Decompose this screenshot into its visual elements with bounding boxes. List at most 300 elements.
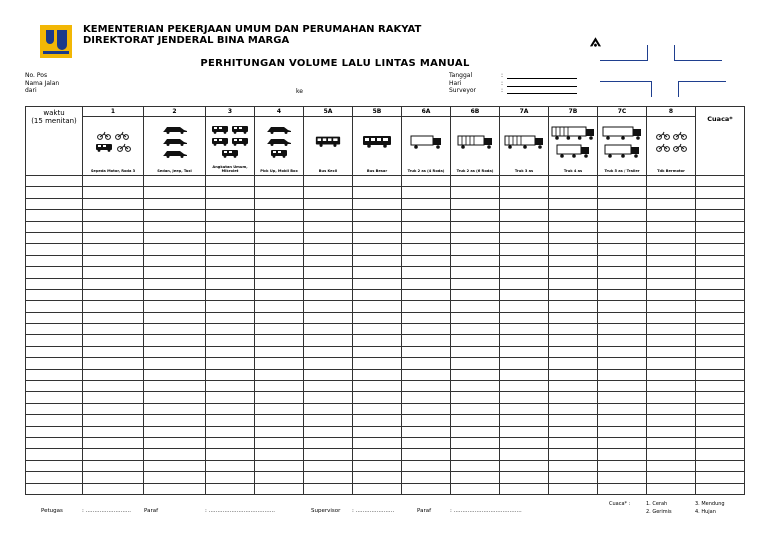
count-cell[interactable] [402, 301, 451, 312]
count-cell[interactable] [598, 381, 647, 392]
count-cell[interactable] [255, 346, 304, 357]
count-cell[interactable] [304, 278, 353, 289]
count-cell[interactable] [304, 232, 353, 243]
count-cell[interactable] [451, 267, 500, 278]
petugas-field[interactable]: : .......................... [82, 508, 132, 514]
count-cell[interactable] [549, 415, 598, 426]
count-cell[interactable] [206, 278, 255, 289]
count-cell[interactable] [500, 176, 549, 187]
count-cell[interactable] [144, 449, 206, 460]
count-cell[interactable] [353, 312, 402, 323]
count-cell[interactable] [549, 426, 598, 437]
count-cell[interactable] [451, 472, 500, 483]
count-cell[interactable] [206, 335, 255, 346]
count-cell[interactable] [451, 335, 500, 346]
count-cell[interactable] [26, 198, 83, 209]
count-cell[interactable] [255, 381, 304, 392]
count-cell[interactable] [451, 289, 500, 300]
count-cell[interactable] [353, 232, 402, 243]
count-cell[interactable] [451, 312, 500, 323]
count-cell[interactable] [402, 244, 451, 255]
count-cell[interactable] [144, 267, 206, 278]
count-cell[interactable] [500, 346, 549, 357]
count-cell[interactable] [206, 187, 255, 198]
count-cell[interactable] [353, 472, 402, 483]
count-cell[interactable] [255, 187, 304, 198]
count-cell[interactable] [500, 187, 549, 198]
count-cell[interactable] [83, 301, 144, 312]
count-cell[interactable] [304, 437, 353, 448]
count-cell[interactable] [598, 278, 647, 289]
count-cell[interactable] [26, 369, 83, 380]
count-cell[interactable] [304, 415, 353, 426]
count-cell[interactable] [144, 255, 206, 266]
count-cell[interactable] [500, 381, 549, 392]
count-cell[interactable] [353, 221, 402, 232]
count-cell[interactable] [144, 369, 206, 380]
count-cell[interactable] [451, 415, 500, 426]
count-cell[interactable] [451, 483, 500, 494]
count-cell[interactable] [549, 346, 598, 357]
count-cell[interactable] [598, 267, 647, 278]
count-cell[interactable] [500, 324, 549, 335]
tanggal-field[interactable] [507, 72, 577, 79]
count-cell[interactable] [402, 324, 451, 335]
count-cell[interactable] [353, 255, 402, 266]
count-cell[interactable] [83, 312, 144, 323]
count-cell[interactable] [83, 449, 144, 460]
count-cell[interactable] [549, 324, 598, 335]
count-cell[interactable] [83, 472, 144, 483]
count-cell[interactable] [206, 221, 255, 232]
count-cell[interactable] [83, 267, 144, 278]
count-cell[interactable] [255, 255, 304, 266]
count-cell[interactable] [500, 267, 549, 278]
count-cell[interactable] [402, 335, 451, 346]
count-cell[interactable] [549, 278, 598, 289]
count-cell[interactable] [402, 312, 451, 323]
count-cell[interactable] [304, 403, 353, 414]
count-cell[interactable] [598, 289, 647, 300]
count-cell[interactable] [696, 301, 745, 312]
count-cell[interactable] [255, 244, 304, 255]
count-cell[interactable] [353, 415, 402, 426]
count-cell[interactable] [549, 403, 598, 414]
count-cell[interactable] [206, 244, 255, 255]
count-cell[interactable] [549, 176, 598, 187]
count-cell[interactable] [647, 483, 696, 494]
count-cell[interactable] [353, 278, 402, 289]
count-cell[interactable] [353, 176, 402, 187]
count-cell[interactable] [83, 176, 144, 187]
count-cell[interactable] [500, 483, 549, 494]
count-cell[interactable] [549, 449, 598, 460]
count-cell[interactable] [696, 381, 745, 392]
count-cell[interactable] [598, 449, 647, 460]
count-cell[interactable] [255, 198, 304, 209]
count-cell[interactable] [304, 267, 353, 278]
count-cell[interactable] [144, 244, 206, 255]
count-cell[interactable] [353, 289, 402, 300]
count-cell[interactable] [353, 392, 402, 403]
count-cell[interactable] [598, 210, 647, 221]
count-cell[interactable] [255, 449, 304, 460]
count-cell[interactable] [696, 312, 745, 323]
count-cell[interactable] [451, 403, 500, 414]
count-cell[interactable] [144, 392, 206, 403]
count-cell[interactable] [451, 301, 500, 312]
count-cell[interactable] [549, 369, 598, 380]
count-cell[interactable] [696, 403, 745, 414]
count-cell[interactable] [83, 392, 144, 403]
count-cell[interactable] [696, 244, 745, 255]
count-cell[interactable] [304, 346, 353, 357]
count-cell[interactable] [304, 187, 353, 198]
count-cell[interactable] [402, 483, 451, 494]
count-cell[interactable] [26, 289, 83, 300]
count-cell[interactable] [144, 437, 206, 448]
count-cell[interactable] [83, 346, 144, 357]
count-cell[interactable] [206, 176, 255, 187]
count-cell[interactable] [451, 255, 500, 266]
count-cell[interactable] [598, 255, 647, 266]
count-cell[interactable] [402, 381, 451, 392]
count-cell[interactable] [255, 312, 304, 323]
count-cell[interactable] [549, 198, 598, 209]
count-cell[interactable] [304, 460, 353, 471]
count-cell[interactable] [144, 415, 206, 426]
count-cell[interactable] [206, 403, 255, 414]
count-cell[interactable] [353, 403, 402, 414]
count-cell[interactable] [696, 255, 745, 266]
count-cell[interactable] [598, 187, 647, 198]
count-cell[interactable] [598, 472, 647, 483]
count-cell[interactable] [598, 221, 647, 232]
count-cell[interactable] [402, 403, 451, 414]
count-cell[interactable] [304, 312, 353, 323]
count-cell[interactable] [83, 289, 144, 300]
count-cell[interactable] [26, 346, 83, 357]
count-cell[interactable] [304, 244, 353, 255]
count-cell[interactable] [83, 415, 144, 426]
count-cell[interactable] [83, 210, 144, 221]
count-cell[interactable] [402, 460, 451, 471]
count-cell[interactable] [206, 289, 255, 300]
count-cell[interactable] [451, 198, 500, 209]
count-cell[interactable] [83, 358, 144, 369]
count-cell[interactable] [647, 278, 696, 289]
count-cell[interactable] [549, 312, 598, 323]
count-cell[interactable] [255, 358, 304, 369]
count-cell[interactable] [206, 392, 255, 403]
count-cell[interactable] [598, 346, 647, 357]
count-cell[interactable] [549, 210, 598, 221]
count-cell[interactable] [549, 483, 598, 494]
count-cell[interactable] [206, 232, 255, 243]
count-cell[interactable] [144, 187, 206, 198]
count-cell[interactable] [696, 278, 745, 289]
count-cell[interactable] [402, 369, 451, 380]
count-cell[interactable] [255, 460, 304, 471]
count-cell[interactable] [144, 346, 206, 357]
count-cell[interactable] [451, 221, 500, 232]
count-cell[interactable] [549, 381, 598, 392]
count-cell[interactable] [255, 232, 304, 243]
count-cell[interactable] [500, 278, 549, 289]
count-cell[interactable] [451, 449, 500, 460]
count-cell[interactable] [26, 449, 83, 460]
count-cell[interactable] [647, 289, 696, 300]
count-cell[interactable] [353, 210, 402, 221]
count-cell[interactable] [255, 472, 304, 483]
count-cell[interactable] [500, 255, 549, 266]
count-cell[interactable] [549, 221, 598, 232]
count-cell[interactable] [451, 244, 500, 255]
count-cell[interactable] [353, 187, 402, 198]
count-cell[interactable] [83, 232, 144, 243]
count-cell[interactable] [144, 210, 206, 221]
count-cell[interactable] [696, 483, 745, 494]
count-cell[interactable] [598, 312, 647, 323]
count-cell[interactable] [451, 176, 500, 187]
count-cell[interactable] [647, 346, 696, 357]
count-cell[interactable] [255, 210, 304, 221]
count-cell[interactable] [598, 301, 647, 312]
count-cell[interactable] [696, 198, 745, 209]
count-cell[interactable] [402, 437, 451, 448]
count-cell[interactable] [598, 335, 647, 346]
count-cell[interactable] [647, 472, 696, 483]
count-cell[interactable] [598, 176, 647, 187]
count-cell[interactable] [647, 381, 696, 392]
count-cell[interactable] [647, 232, 696, 243]
count-cell[interactable] [549, 255, 598, 266]
count-cell[interactable] [206, 324, 255, 335]
count-cell[interactable] [304, 255, 353, 266]
count-cell[interactable] [26, 426, 83, 437]
count-cell[interactable] [451, 358, 500, 369]
count-cell[interactable] [402, 221, 451, 232]
count-cell[interactable] [549, 335, 598, 346]
count-cell[interactable] [26, 437, 83, 448]
count-cell[interactable] [26, 176, 83, 187]
count-cell[interactable] [206, 449, 255, 460]
count-cell[interactable] [304, 289, 353, 300]
count-cell[interactable] [26, 358, 83, 369]
count-cell[interactable] [500, 358, 549, 369]
count-cell[interactable] [500, 403, 549, 414]
count-cell[interactable] [696, 369, 745, 380]
count-cell[interactable] [304, 176, 353, 187]
count-cell[interactable] [255, 278, 304, 289]
count-cell[interactable] [144, 301, 206, 312]
count-cell[interactable] [206, 358, 255, 369]
count-cell[interactable] [83, 278, 144, 289]
count-cell[interactable] [353, 198, 402, 209]
count-cell[interactable] [353, 460, 402, 471]
count-cell[interactable] [696, 289, 745, 300]
count-cell[interactable] [402, 392, 451, 403]
count-cell[interactable] [647, 449, 696, 460]
hari-field[interactable] [507, 80, 577, 87]
count-cell[interactable] [144, 381, 206, 392]
count-cell[interactable] [647, 403, 696, 414]
count-cell[interactable] [696, 221, 745, 232]
count-cell[interactable] [255, 176, 304, 187]
paraf-field[interactable]: : ....................................... [450, 508, 522, 514]
count-cell[interactable] [255, 403, 304, 414]
count-cell[interactable] [647, 176, 696, 187]
count-cell[interactable] [696, 472, 745, 483]
count-cell[interactable] [549, 460, 598, 471]
count-cell[interactable] [83, 426, 144, 437]
count-cell[interactable] [647, 369, 696, 380]
count-cell[interactable] [255, 267, 304, 278]
count-cell[interactable] [500, 210, 549, 221]
count-cell[interactable] [83, 369, 144, 380]
count-cell[interactable] [598, 358, 647, 369]
count-cell[interactable] [500, 437, 549, 448]
count-cell[interactable] [500, 232, 549, 243]
count-cell[interactable] [26, 403, 83, 414]
count-cell[interactable] [353, 301, 402, 312]
count-cell[interactable] [353, 426, 402, 437]
count-cell[interactable] [696, 358, 745, 369]
count-cell[interactable] [402, 449, 451, 460]
count-cell[interactable] [647, 324, 696, 335]
count-cell[interactable] [144, 289, 206, 300]
count-cell[interactable] [647, 460, 696, 471]
count-cell[interactable] [304, 301, 353, 312]
count-cell[interactable] [353, 244, 402, 255]
count-cell[interactable] [26, 187, 83, 198]
paraf-field[interactable]: : ...................................... [205, 508, 276, 514]
count-cell[interactable] [26, 255, 83, 266]
count-cell[interactable] [402, 187, 451, 198]
count-cell[interactable] [696, 392, 745, 403]
count-cell[interactable] [26, 301, 83, 312]
count-cell[interactable] [696, 324, 745, 335]
count-cell[interactable] [402, 198, 451, 209]
count-cell[interactable] [304, 381, 353, 392]
count-cell[interactable] [144, 198, 206, 209]
count-cell[interactable] [353, 449, 402, 460]
count-cell[interactable] [206, 472, 255, 483]
count-cell[interactable] [598, 483, 647, 494]
count-cell[interactable] [144, 426, 206, 437]
count-cell[interactable] [500, 198, 549, 209]
count-cell[interactable] [451, 369, 500, 380]
count-cell[interactable] [451, 232, 500, 243]
count-cell[interactable] [696, 335, 745, 346]
count-cell[interactable] [255, 301, 304, 312]
count-cell[interactable] [144, 460, 206, 471]
count-cell[interactable] [500, 289, 549, 300]
count-cell[interactable] [598, 232, 647, 243]
count-cell[interactable] [598, 415, 647, 426]
count-cell[interactable] [647, 312, 696, 323]
count-cell[interactable] [255, 221, 304, 232]
count-cell[interactable] [304, 335, 353, 346]
count-cell[interactable] [402, 415, 451, 426]
count-cell[interactable] [206, 267, 255, 278]
count-cell[interactable] [304, 324, 353, 335]
count-cell[interactable] [83, 244, 144, 255]
count-cell[interactable] [83, 437, 144, 448]
count-cell[interactable] [144, 221, 206, 232]
count-cell[interactable] [255, 324, 304, 335]
count-cell[interactable] [353, 483, 402, 494]
count-cell[interactable] [304, 221, 353, 232]
count-cell[interactable] [451, 278, 500, 289]
count-cell[interactable] [83, 403, 144, 414]
count-cell[interactable] [549, 301, 598, 312]
count-cell[interactable] [206, 369, 255, 380]
count-cell[interactable] [255, 483, 304, 494]
count-cell[interactable] [549, 392, 598, 403]
count-cell[interactable] [500, 426, 549, 437]
count-cell[interactable] [26, 312, 83, 323]
count-cell[interactable] [451, 346, 500, 357]
count-cell[interactable] [26, 278, 83, 289]
count-cell[interactable] [83, 255, 144, 266]
count-cell[interactable] [304, 198, 353, 209]
count-cell[interactable] [647, 426, 696, 437]
count-cell[interactable] [549, 244, 598, 255]
count-cell[interactable] [144, 176, 206, 187]
count-cell[interactable] [500, 335, 549, 346]
count-cell[interactable] [206, 437, 255, 448]
count-cell[interactable] [696, 267, 745, 278]
count-cell[interactable] [353, 324, 402, 335]
count-cell[interactable] [255, 289, 304, 300]
count-cell[interactable] [353, 358, 402, 369]
count-cell[interactable] [26, 244, 83, 255]
count-cell[interactable] [500, 449, 549, 460]
count-cell[interactable] [696, 232, 745, 243]
count-cell[interactable] [26, 472, 83, 483]
count-cell[interactable] [696, 210, 745, 221]
count-cell[interactable] [206, 210, 255, 221]
count-cell[interactable] [696, 437, 745, 448]
count-cell[interactable] [647, 392, 696, 403]
count-cell[interactable] [83, 187, 144, 198]
count-cell[interactable] [144, 472, 206, 483]
surveyor-field[interactable] [507, 87, 577, 94]
count-cell[interactable] [500, 472, 549, 483]
count-cell[interactable] [451, 392, 500, 403]
count-cell[interactable] [598, 324, 647, 335]
count-cell[interactable] [255, 369, 304, 380]
count-cell[interactable] [402, 358, 451, 369]
count-cell[interactable] [206, 381, 255, 392]
count-cell[interactable] [549, 267, 598, 278]
count-cell[interactable] [696, 449, 745, 460]
count-cell[interactable] [696, 460, 745, 471]
count-cell[interactable] [83, 460, 144, 471]
count-cell[interactable] [255, 335, 304, 346]
count-cell[interactable] [83, 483, 144, 494]
count-cell[interactable] [255, 415, 304, 426]
count-cell[interactable] [696, 176, 745, 187]
count-cell[interactable] [598, 369, 647, 380]
count-cell[interactable] [206, 255, 255, 266]
count-cell[interactable] [206, 415, 255, 426]
count-cell[interactable] [402, 210, 451, 221]
count-cell[interactable] [402, 278, 451, 289]
count-cell[interactable] [598, 392, 647, 403]
count-cell[interactable] [304, 472, 353, 483]
